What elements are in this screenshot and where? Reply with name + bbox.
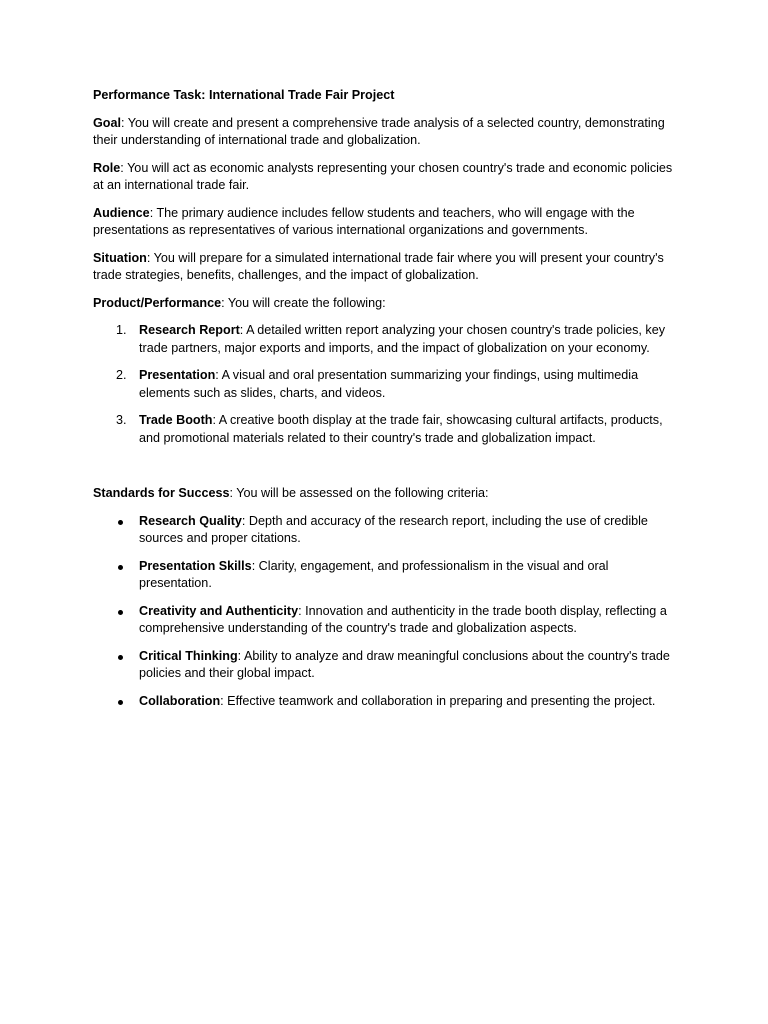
list-item-trade-booth xyxy=(93,412,673,447)
item-label: Creativity and Authenticity xyxy=(139,603,299,618)
item-text: : A creative booth display at the trade fair, showcasing cultural artifacts, products, and promotional materials related to their country's trade and globalization impact. xyxy=(139,413,663,445)
goal-paragraph xyxy=(93,115,673,150)
document-page xyxy=(93,87,673,720)
title-text: Performance Task: International Trade Fair Project xyxy=(93,88,395,102)
item-label: Critical Thinking xyxy=(139,648,238,663)
audience-text: : The primary audience includes fellow students and teachers, who will engage with the presentations as representatives of various international organizations and governments. xyxy=(93,205,635,237)
product-label: Product/Performance xyxy=(93,295,222,310)
situation-label: Situation xyxy=(93,250,147,265)
list-item-collaboration xyxy=(93,693,673,711)
item-label: Research Report xyxy=(139,323,240,337)
role-text: : You will act as economic analysts representing your chosen country's trade and economic policies at an international trade fair. xyxy=(93,160,673,192)
list-item-creativity-authenticity xyxy=(93,603,673,638)
item-label: Collaboration xyxy=(139,693,221,708)
item-label: Trade Booth xyxy=(139,413,213,427)
document-title xyxy=(93,87,673,105)
audience-paragraph xyxy=(93,205,673,240)
bullet-icon xyxy=(118,565,123,570)
bullet-icon xyxy=(118,520,123,525)
list-item-critical-thinking xyxy=(93,648,673,683)
bullet-icon xyxy=(118,700,123,705)
role-label: Role xyxy=(93,160,121,175)
audience-label: Audience xyxy=(93,205,150,220)
product-paragraph xyxy=(93,295,673,313)
situation-text: : You will prepare for a simulated international trade fair where you will present your country's trade strategies, benefits, challenges, and the impact of globalization. xyxy=(93,250,664,282)
item-text: : Depth and accuracy of the research report, including the use of credible sources and proper citations. xyxy=(139,513,648,545)
item-label: Presentation xyxy=(139,368,216,382)
list-number: 1. xyxy=(116,323,127,337)
item-text: : A visual and oral presentation summarizing your findings, using multimedia elements such as slides, charts, and videos. xyxy=(139,368,639,400)
item-label: Research Quality xyxy=(139,513,242,528)
list-item-presentation xyxy=(93,367,673,402)
situation-paragraph xyxy=(93,250,673,285)
item-text: : A detailed written report analyzing your chosen country's trade policies, key trade partners, major exports and imports, and the impact of globalization on your economy. xyxy=(139,323,666,355)
goal-text: : You will create and present a comprehensive trade analysis of a selected country, demonstrating their understanding of international trade and globalization. xyxy=(93,115,665,147)
product-text: : You will create the following: xyxy=(221,295,386,310)
standards-list xyxy=(93,513,673,711)
standards-label: Standards for Success xyxy=(93,486,230,500)
item-text: : Ability to analyze and draw meaningful conclusions about the country's trade policies and their global impact. xyxy=(139,648,670,680)
list-item-research-report xyxy=(93,322,673,357)
standards-text: : You will be assessed on the following criteria: xyxy=(229,486,489,500)
goal-label: Goal xyxy=(93,115,121,130)
item-label: Presentation Skills xyxy=(139,558,252,573)
bullet-icon xyxy=(118,610,123,615)
standards-paragraph xyxy=(93,485,673,503)
list-item-presentation-skills xyxy=(93,558,673,593)
item-text: : Clarity, engagement, and professionalism in the visual and oral presentation. xyxy=(139,558,609,590)
item-text: : Effective teamwork and collaboration in preparing and presenting the project. xyxy=(220,693,656,708)
item-text: : Innovation and authenticity in the trade booth display, reflecting a comprehensive understanding of the country's trade and globalization aspects. xyxy=(139,603,667,635)
role-paragraph xyxy=(93,160,673,195)
list-item-research-quality xyxy=(93,513,673,548)
list-number: 3. xyxy=(116,413,127,427)
blank-line xyxy=(93,457,673,485)
product-list xyxy=(93,322,673,447)
list-number: 2. xyxy=(116,368,127,382)
bullet-icon xyxy=(118,655,123,660)
